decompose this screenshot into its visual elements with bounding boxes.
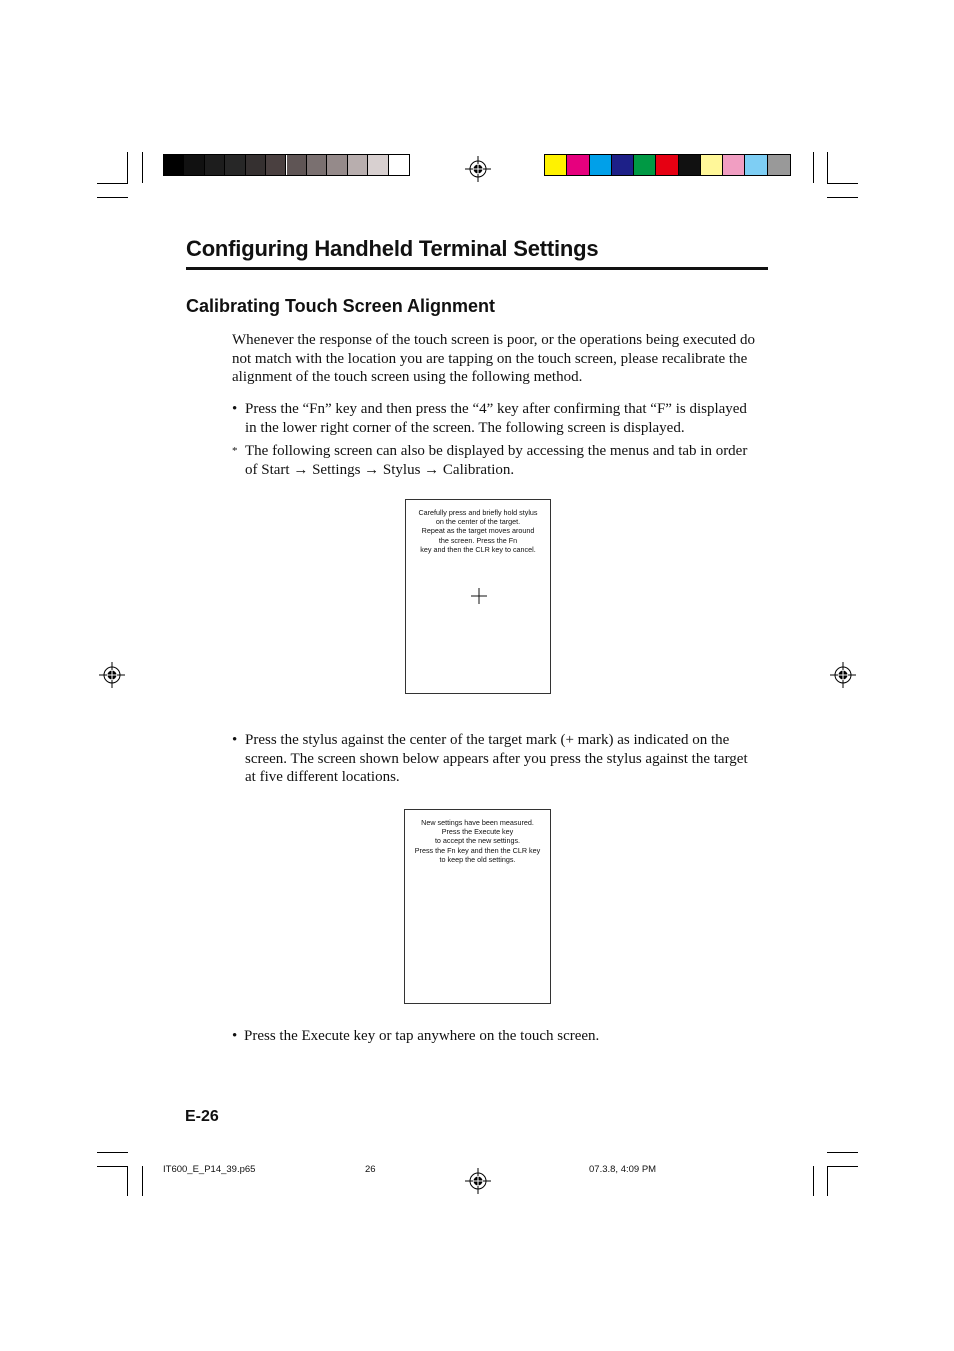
crop-mark: [97, 1152, 128, 1153]
screen-line: key and then the CLR key to cancel.: [420, 544, 536, 554]
color-swatch: [679, 155, 701, 175]
crop-mark: [142, 1166, 143, 1196]
list-item-text: Press the Execute key or tap anywhere on the touch screen.: [244, 1028, 600, 1044]
crop-mark: [813, 152, 814, 183]
settings-measured-screen-figure: [404, 809, 551, 1004]
list-item-text: Press the stylus against the center of the target mark (+ mark) as indicated on the screen. The screen shown below appears after you press the stylus against the target at five different locations.: [245, 732, 748, 785]
registration-mark-icon: [830, 662, 856, 688]
crop-mark: [827, 1152, 858, 1153]
screen-line: Carefully press and briefly hold stylus: [418, 508, 538, 517]
footer-page: 26: [365, 1164, 376, 1175]
screen-line: Press the Execute key: [441, 827, 514, 837]
color-swatch: [307, 155, 327, 175]
color-swatch: [327, 155, 347, 175]
crop-mark: [827, 1166, 828, 1196]
note-marker: *: [232, 445, 238, 457]
page-number: E-26: [185, 1108, 219, 1125]
color-swatch: [225, 155, 245, 175]
footer-filename: IT600_E_P14_39.p65: [163, 1164, 256, 1175]
color-swatch: [701, 155, 723, 175]
color-swatch: [246, 155, 266, 175]
crop-mark: [97, 183, 128, 184]
bullet-marker: •: [232, 1028, 238, 1044]
color-swatch: [656, 155, 678, 175]
crop-mark: [127, 1166, 128, 1196]
crop-mark: [97, 197, 128, 198]
crop-mark: [827, 152, 828, 183]
color-swatch: [287, 155, 307, 175]
crop-mark: [827, 197, 858, 198]
color-swatch: [266, 155, 286, 175]
calibration-screen-figure: [405, 499, 551, 694]
color-swatch: [567, 155, 589, 175]
intro-paragraph: Whenever the response of the touch screen is poor, or the operations being executed do not match with the location you are tapping on the touch screen, please recalibrate the alignment of the touch screen using the following method.: [232, 332, 755, 385]
color-swatch: [768, 155, 790, 175]
color-swatch: [348, 155, 368, 175]
screen-line: the screen. Press the Fn: [438, 535, 518, 545]
list-item: [232, 442, 762, 479]
title-underline: [186, 267, 768, 270]
color-swatch: [634, 155, 656, 175]
page-title: Configuring Handheld Terminal Settings: [186, 236, 599, 261]
list-item: [232, 731, 762, 787]
list-item: [232, 400, 762, 437]
screen-line: New settings have been measured.: [421, 818, 534, 827]
color-swatch: [545, 155, 567, 175]
crop-mark: [142, 152, 143, 183]
crop-mark: [127, 152, 128, 183]
footer-date: 07.3.8, 4:09 PM: [589, 1164, 657, 1175]
registration-mark-icon: [99, 662, 125, 688]
screen-message: [409, 818, 546, 864]
color-swatch: [368, 155, 388, 175]
target-crosshair-icon: [471, 588, 487, 604]
screen-line: to accept the new settings.: [434, 836, 521, 846]
registration-mark-icon: [465, 156, 491, 182]
list-item-text: Press the “Fn” key and then press the “4” key after confirming that “F” is displayed in the lower right corner of the screen. The following screen is displayed.: [245, 401, 747, 436]
crop-mark: [827, 1166, 858, 1167]
screen-line: to keep the old settings.: [439, 854, 516, 864]
bullet-marker: •: [232, 732, 238, 748]
registration-mark-icon: [465, 1168, 491, 1194]
crop-mark: [827, 183, 858, 184]
grayscale-calibration-bar: [163, 154, 410, 176]
crop-mark: [813, 1166, 814, 1196]
screen-line: Press the Fn key and then the CLR key: [414, 845, 541, 855]
color-swatch: [745, 155, 767, 175]
color-swatch: [590, 155, 612, 175]
screen-line: on the center of the target.: [435, 517, 521, 527]
list-item-text: The following screen can also be displayed by accessing the menus and tab in order of Start → Settings → Stylus → Calibration.: [245, 443, 748, 478]
screen-line: Repeat as the target moves around: [421, 526, 535, 536]
bullet-marker: •: [232, 401, 238, 417]
color-swatch: [389, 155, 409, 175]
crop-mark: [97, 1166, 128, 1167]
color-swatch: [205, 155, 225, 175]
color-swatch: [184, 155, 204, 175]
color-swatch: [612, 155, 634, 175]
list-item: [232, 1027, 762, 1046]
color-swatch: [723, 155, 745, 175]
screen-message: [410, 508, 546, 554]
color-swatch: [164, 155, 184, 175]
section-title: Calibrating Touch Screen Alignment: [186, 296, 496, 316]
color-calibration-bar: [544, 154, 791, 176]
